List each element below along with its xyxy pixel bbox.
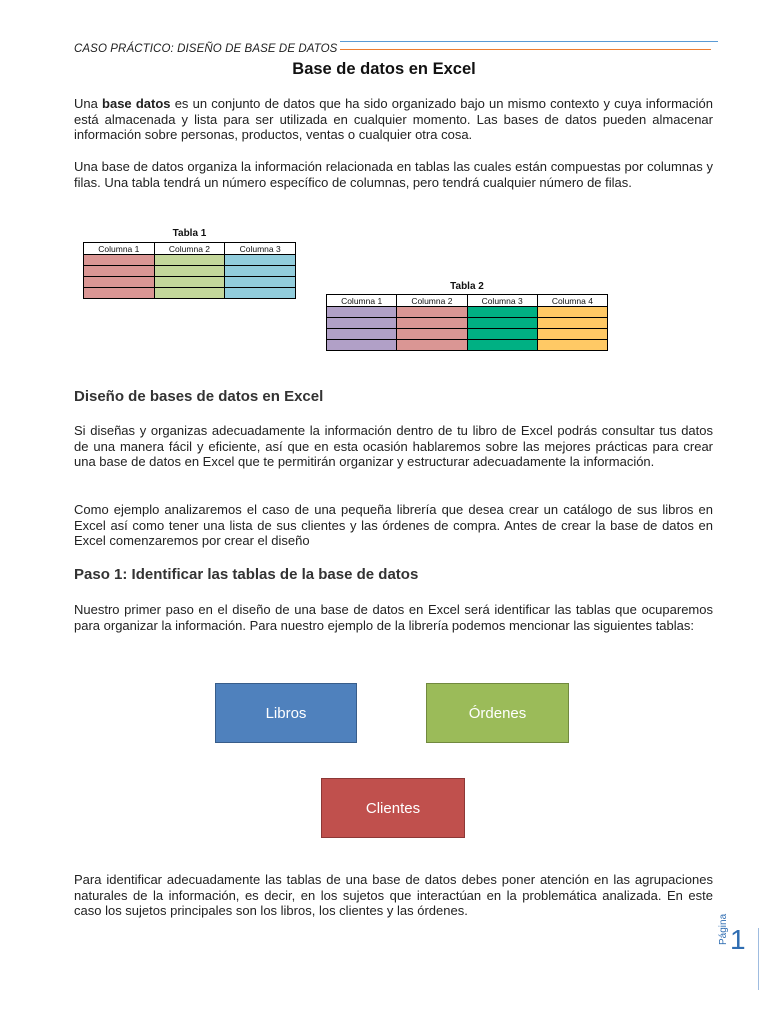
tabla-2-cell [397,340,467,351]
tabla-2-header: Columna 1 [327,295,397,307]
tabla-1-cell [154,288,225,299]
tabla-2-cell [397,307,467,318]
tabla-1-cell [225,277,296,288]
entity-box-ordenes: Órdenes [426,683,569,743]
tabla-2-header: Columna 2 [397,295,467,307]
tabla-2-cell [327,318,397,329]
tabla-1-cell [154,255,225,266]
tabla-1 [83,242,296,299]
tabla-2-row [327,307,608,318]
tabla-1-row [84,255,296,266]
page-number: 1 [730,924,746,955]
tabla-2-cell [327,307,397,318]
tabla-2-row [327,318,608,329]
tabla-1-cell [225,266,296,277]
tabla-1-cell [225,288,296,299]
section-1-paragraph-2: Como ejemplo analizaremos el caso de una pequeña librería que desea crear un catálogo de sus libros en Excel así como tener una lista de sus clientes y las órdenes de compra. Antes de crear la base de datos en Excel comenzaremos por crear el diseño [74,502,713,549]
tabla-2-cell [397,329,467,340]
entity-box-libros: Libros [215,683,357,743]
page-label: Página [718,913,729,945]
tabla-2-cell [467,340,537,351]
tabla-2 [326,294,608,351]
tabla-2-cell [397,318,467,329]
header-rule-orange [340,49,711,50]
tabla-2-row [327,329,608,340]
tabla-2-header-row [327,295,608,307]
intro-paragraph-1 [74,96,713,143]
tabla-2-cell [327,340,397,351]
document-header: CASO PRÁCTICO: DISEÑO DE BASE DE DATOS [74,43,338,55]
tabla-2-cell [537,318,607,329]
tabla-1-cell [154,277,225,288]
tabla-2-cell [467,329,537,340]
tabla-1-header: Columna 3 [225,243,296,255]
tabla-1-cell [84,277,155,288]
tabla-2-cell [537,307,607,318]
tabla-1-row [84,266,296,277]
tabla-2-row [327,340,608,351]
intro-bold-term: base datos [102,96,171,111]
intro-lead: Una [74,96,103,111]
tabla-1-row [84,277,296,288]
tabla-2-cell [467,318,537,329]
tabla-2-cell [537,329,607,340]
tabla-2-header: Columna 3 [467,295,537,307]
tabla-2-cell [327,329,397,340]
section-1-paragraph-1: Si diseñas y organizas adecuadamente la información dentro de tu libro de Excel podrás consultar tus datos de una manera fácil y eficiente, así que en esta ocasión hablaremos sobre las mejores prácticas para crear una base de datos en Excel que te permitirán organizar y estructurar adecuadamente la información. [74,423,713,470]
section-2-paragraph-2: Para identificar adecuadamente las tablas de una base de datos debes poner atención en las agrupaciones naturales de la información, es decir, en los sujetos que interactúan en la problemática analizada. En este caso los sujetos principales son los libros, los clientes y las órdenes. [74,872,713,919]
intro-rest: es un conjunto de datos que ha sido organizado bajo un mismo contexto y cuya información está almacenada y lista para ser utilizada en cualquier momento. Las bases de datos pueden almacenar información sobre personas, productos, ventas o cualquier otra cosa. [74,96,713,143]
tabla-1-row [84,288,296,299]
tabla-2-cell [467,307,537,318]
tabla-1-cell [84,288,155,299]
tabla-1-header: Columna 2 [154,243,225,255]
tabla-1-cell [84,266,155,277]
tabla-2-cell [537,340,607,351]
tabla-1-header-row [84,243,296,255]
tabla-1-caption: Tabla 1 [172,228,207,239]
entity-box-clientes: Clientes [321,778,465,838]
tabla-1-cell [225,255,296,266]
tabla-2-header: Columna 4 [537,295,607,307]
section-heading-diseno: Diseño de bases de datos en Excel [74,388,324,405]
section-heading-paso-1: Paso 1: Identificar las tablas de la base de datos [74,566,419,583]
tabla-1-header: Columna 1 [84,243,155,255]
tabla-1-cell [84,255,155,266]
header-rule-blue [340,41,718,42]
page-number-rule [758,928,759,990]
intro-paragraph-2: Una base de datos organiza la información relacionada en tablas las cuales están compuestas por columnas y filas. Una tabla tendrá un número específico de columnas, pero tendrá cualquier número de filas. [74,159,713,190]
page-title: Base de datos en Excel [292,60,476,78]
tabla-1-cell [154,266,225,277]
section-2-paragraph-1: Nuestro primer paso en el diseño de una base de datos en Excel será identificar las tablas que ocuparemos para organizar la información. Para nuestro ejemplo de la librería podemos mencionar las siguientes tablas: [74,602,713,633]
tabla-2-caption: Tabla 2 [450,281,484,292]
